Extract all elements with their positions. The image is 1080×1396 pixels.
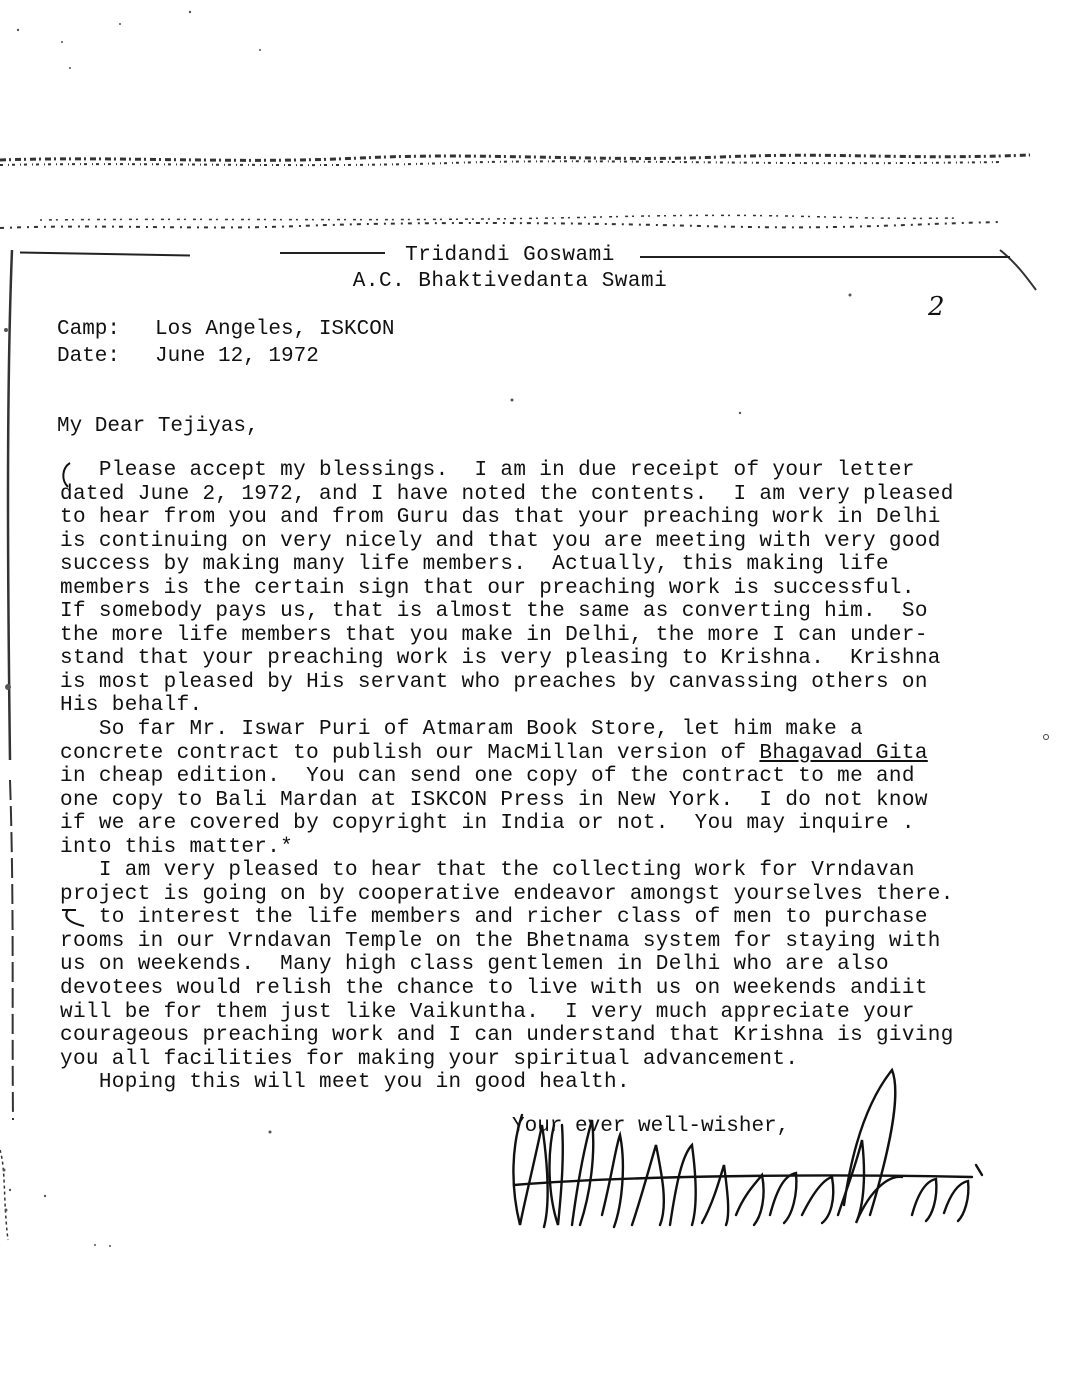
body-line: Hoping this will meet you in good health. bbox=[60, 1071, 630, 1095]
body-line: in cheap edition. You can send one copy of the contract to me and bbox=[60, 765, 915, 789]
body-line: dated June 2, 1972, and I have noted the contents. I am very pleased bbox=[60, 482, 954, 506]
letterhead-name: A.C. Bhaktivedanta Swami bbox=[352, 270, 668, 293]
body-line: is continuing on very nicely and that you are meeting with very good bbox=[60, 529, 941, 553]
body-line: will be for them just like Vaikuntha. I very much appreciate your bbox=[60, 1000, 915, 1024]
body-line: project is going on by cooperative endeavor amongst yourselves there. bbox=[60, 882, 954, 906]
body-line: So far Mr. Iswar Puri of Atmaram Book Store, let him make a bbox=[60, 718, 864, 742]
body-line: members is the certain sign that our preaching work is successful. bbox=[60, 576, 915, 600]
camp-row bbox=[57, 318, 394, 345]
body-line: one copy to Bali Mardan at ISKCON Press in New York. I do not know bbox=[60, 788, 928, 812]
signature-icon bbox=[492, 1065, 1012, 1255]
body-line: His behalf. bbox=[60, 694, 203, 718]
date-value: June 12, 1972 bbox=[155, 345, 319, 368]
letterhead-title: Tridandi Goswami bbox=[405, 244, 615, 267]
body-line: Please accept my blessings. I am in due receipt of your letter bbox=[60, 459, 915, 482]
book-title: Bhagavad Gita bbox=[759, 741, 928, 765]
body-line: If somebody pays us, that is almost the same as converting him. So bbox=[60, 600, 928, 624]
body-line-text: concrete contract to publish our MacMillan version of bbox=[60, 741, 760, 765]
bracket-mark bbox=[58, 906, 88, 930]
body-line: is most pleased by His servant who preaches by canvassing others on bbox=[60, 670, 928, 694]
bracket-mark bbox=[58, 460, 72, 490]
body-line: I am very pleased to hear that the collecting work for Vrndavan bbox=[60, 859, 915, 883]
closing: Your ever well-wisher, bbox=[512, 1115, 790, 1138]
letter-body bbox=[60, 459, 1050, 1095]
page-number: 2 bbox=[928, 292, 945, 322]
body-line: us on weekends. Many high class gentlemen in Delhi who are also bbox=[60, 953, 889, 977]
body-line: stand that your preaching work is very pleasing to Krishna. Krishna bbox=[60, 647, 941, 671]
body-line: into this matter.* bbox=[60, 835, 294, 859]
body-line: the more life members that you make in Delhi, the more I can under- bbox=[60, 623, 928, 647]
body-line: to hear from you and from Guru das that your preaching work in Delhi bbox=[60, 506, 941, 530]
date-label: Date: bbox=[57, 345, 121, 368]
body-line: you all facilities for making your spiritual advancement. bbox=[60, 1047, 799, 1071]
body-line: if we are covered by copyright in India or not. You may inquire . bbox=[60, 812, 915, 836]
camp-label: Camp: bbox=[57, 318, 121, 341]
letterhead bbox=[0, 236, 1080, 306]
body-line: rooms in our Vrndavan Temple on the Bhetnama system for staying with bbox=[60, 929, 941, 953]
body-line: success by making many life members. Actually, this making life bbox=[60, 553, 889, 577]
date-row bbox=[57, 345, 394, 372]
body-line: to interest the life members and richer class of men to purchase bbox=[60, 906, 928, 930]
body-line: devotees would relish the chance to live with us on weekends andiit bbox=[60, 977, 928, 1001]
salutation: My Dear Tejiyas, bbox=[57, 415, 259, 438]
body-line: courageous preaching work and I can understand that Krishna is giving bbox=[60, 1024, 954, 1048]
body-line bbox=[60, 742, 1050, 766]
letter-meta bbox=[57, 318, 394, 372]
camp-value: Los Angeles, ISKCON bbox=[155, 318, 395, 341]
